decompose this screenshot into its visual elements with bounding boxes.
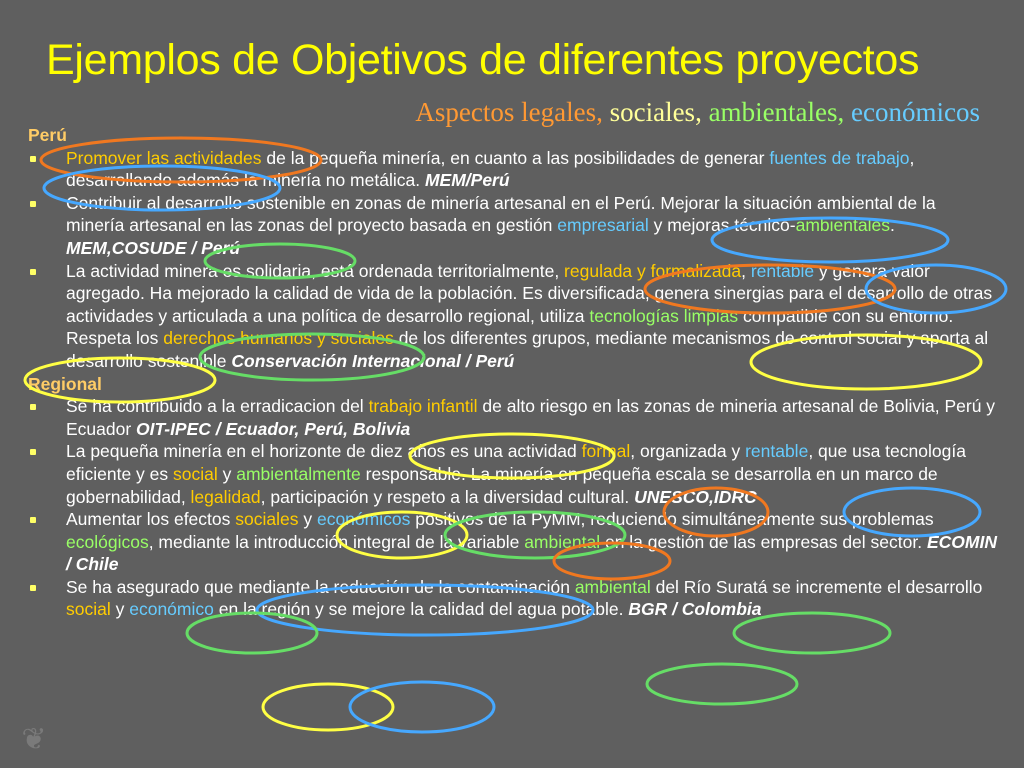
- text-run: social: [66, 599, 111, 620]
- source-citation: BGR / Colombia: [628, 599, 762, 620]
- text-run: en la gestión de las empresas del sector.: [600, 531, 927, 552]
- text-run: ambiental: [574, 576, 651, 597]
- text-run: Contribuir al desarrollo sostenible en zonas de minería artesanal en el Perú. Mejorar la situación ambiental de la minería artesanal en las zonas del proyecto basada en gestión: [66, 192, 936, 236]
- text-run: legalidad: [190, 486, 261, 507]
- section-heading: Perú: [28, 125, 67, 145]
- corner-leaf-icon: ❦: [21, 723, 47, 756]
- text-run: de la pequeña minería, en cuanto a las posibilidades de generar: [261, 147, 770, 168]
- text-run: de los diferentes grupos, mediante mecanismos de control social y aporta al desarrollo sostenible: [66, 328, 989, 371]
- bullet-list: [28, 147, 998, 373]
- text-run: , organizada y: [630, 441, 746, 462]
- green-circle: [647, 664, 797, 704]
- bullet-square-icon: [30, 269, 36, 275]
- bullet-square-icon: [30, 404, 36, 410]
- text-run: y mejoras técnico-: [648, 215, 796, 236]
- text-run: Se ha asegurado que mediante la reducción de la contaminación: [66, 576, 575, 597]
- text-run: .: [889, 215, 895, 236]
- bullet-square-icon: [30, 449, 36, 455]
- bullet-square-icon: [30, 585, 36, 591]
- section-heading: Regional: [28, 373, 102, 394]
- text-run: tecnologías limpias: [589, 305, 739, 326]
- text-run: , participación y respeto a la diversidad cultural.: [260, 486, 635, 507]
- text-run: económicos: [316, 509, 411, 530]
- text-run: , mediante la introducción integral de la variable: [148, 531, 525, 552]
- text-run: del Río Suratá se incremente el desarrollo: [650, 576, 983, 597]
- source-citation: UNESCO,IDRC: [634, 486, 757, 507]
- text-run: La actividad minera es solidaria, está ordenada territorialmente,: [66, 260, 565, 281]
- text-run: , que usa tecnología eficiente y es: [66, 441, 966, 484]
- bullet-square-icon: [30, 201, 36, 207]
- text-run: rentable: [745, 441, 809, 462]
- text-run: y: [298, 509, 317, 530]
- bullet-item: [28, 440, 998, 508]
- source-citation: MEM/Perú: [424, 170, 510, 191]
- text-run: La pequeña minería en el horizonte de diez años es una actividad: [66, 441, 582, 462]
- slide-title: Ejemplos de Objetivos de diferentes proyectos: [46, 36, 920, 84]
- blue-circle: [350, 682, 494, 732]
- text-run: Se ha contribuido a la erradicacion del: [66, 396, 369, 417]
- text-run: y: [217, 463, 237, 484]
- text-run: responsable. La minería en pequeña escala se desarrolla en un marco de gobernabilidad,: [66, 463, 938, 507]
- text-run: derechos humanos y sociales: [163, 328, 394, 349]
- text-run: económico: [129, 599, 214, 620]
- source-citation: ECOMIN / Chile: [66, 531, 997, 575]
- text-run: regulada y formalizada: [564, 260, 742, 281]
- text-run: social: [173, 463, 218, 484]
- text-run: y: [110, 599, 130, 620]
- text-run: ambiental: [524, 531, 601, 552]
- bullet-item: [28, 576, 998, 621]
- bullet-item: [28, 508, 998, 576]
- text-run: trabajo infantil: [368, 396, 478, 417]
- text-run: fuentes de trabajo: [769, 147, 910, 168]
- bullet-list: [28, 395, 998, 621]
- text-run: , desarrollando además la minería no metálica.: [66, 147, 915, 191]
- source-citation: OIT-IPEC / Ecuador, Perú, Bolivia: [136, 418, 411, 439]
- subtitle-legal: Aspectos legales,: [415, 97, 603, 127]
- source-citation: Conservación Internacional / Perú: [231, 350, 515, 371]
- text-run: ambientalmente: [236, 463, 361, 484]
- bullet-item: [28, 192, 998, 260]
- yellow-circle: [263, 684, 393, 730]
- text-run: positivos de la PyMM, reduciendo simultáneamente sus problemas: [410, 509, 934, 530]
- text-run: ambientales: [795, 215, 890, 236]
- text-run: sociales: [235, 509, 299, 530]
- subtitle-environmental: ambientales,: [708, 97, 845, 127]
- bullet-square-icon: [30, 156, 36, 162]
- bullet-item: [28, 395, 998, 440]
- bullet-square-icon: [30, 517, 36, 523]
- text-run: ,: [741, 260, 751, 281]
- source-citation: MEM,COSUDE / Perú: [66, 237, 241, 258]
- text-run: rentable: [750, 260, 815, 281]
- subtitle-social: sociales,: [609, 97, 702, 127]
- text-run: Aumentar los efectos: [66, 509, 236, 530]
- text-run: ecológicos: [66, 531, 149, 552]
- text-run: en la región y se mejore la calidad del agua potable.: [213, 599, 629, 620]
- text-run: compatible con su entorno. Respeta los: [66, 305, 954, 349]
- bullet-item: [28, 260, 998, 373]
- subtitle-economic: económicos: [851, 97, 980, 127]
- text-run: y genera valor agregado. Ha mejorado la calidad de vida de la población. Es diversificada, genera sinergias para el desarrollo de otras actividades y articulada a una política de desarrollo regional, utiliza: [66, 260, 993, 326]
- text-run: Promover las actividades: [66, 147, 262, 168]
- slide-body: [28, 124, 998, 621]
- text-run: formal: [581, 441, 631, 462]
- text-run: empresarial: [557, 215, 649, 236]
- text-run: de alto riesgo en las zonas de mineria artesanal de Bolivia, Perú y Ecuador: [66, 396, 996, 439]
- bullet-item: [28, 147, 998, 192]
